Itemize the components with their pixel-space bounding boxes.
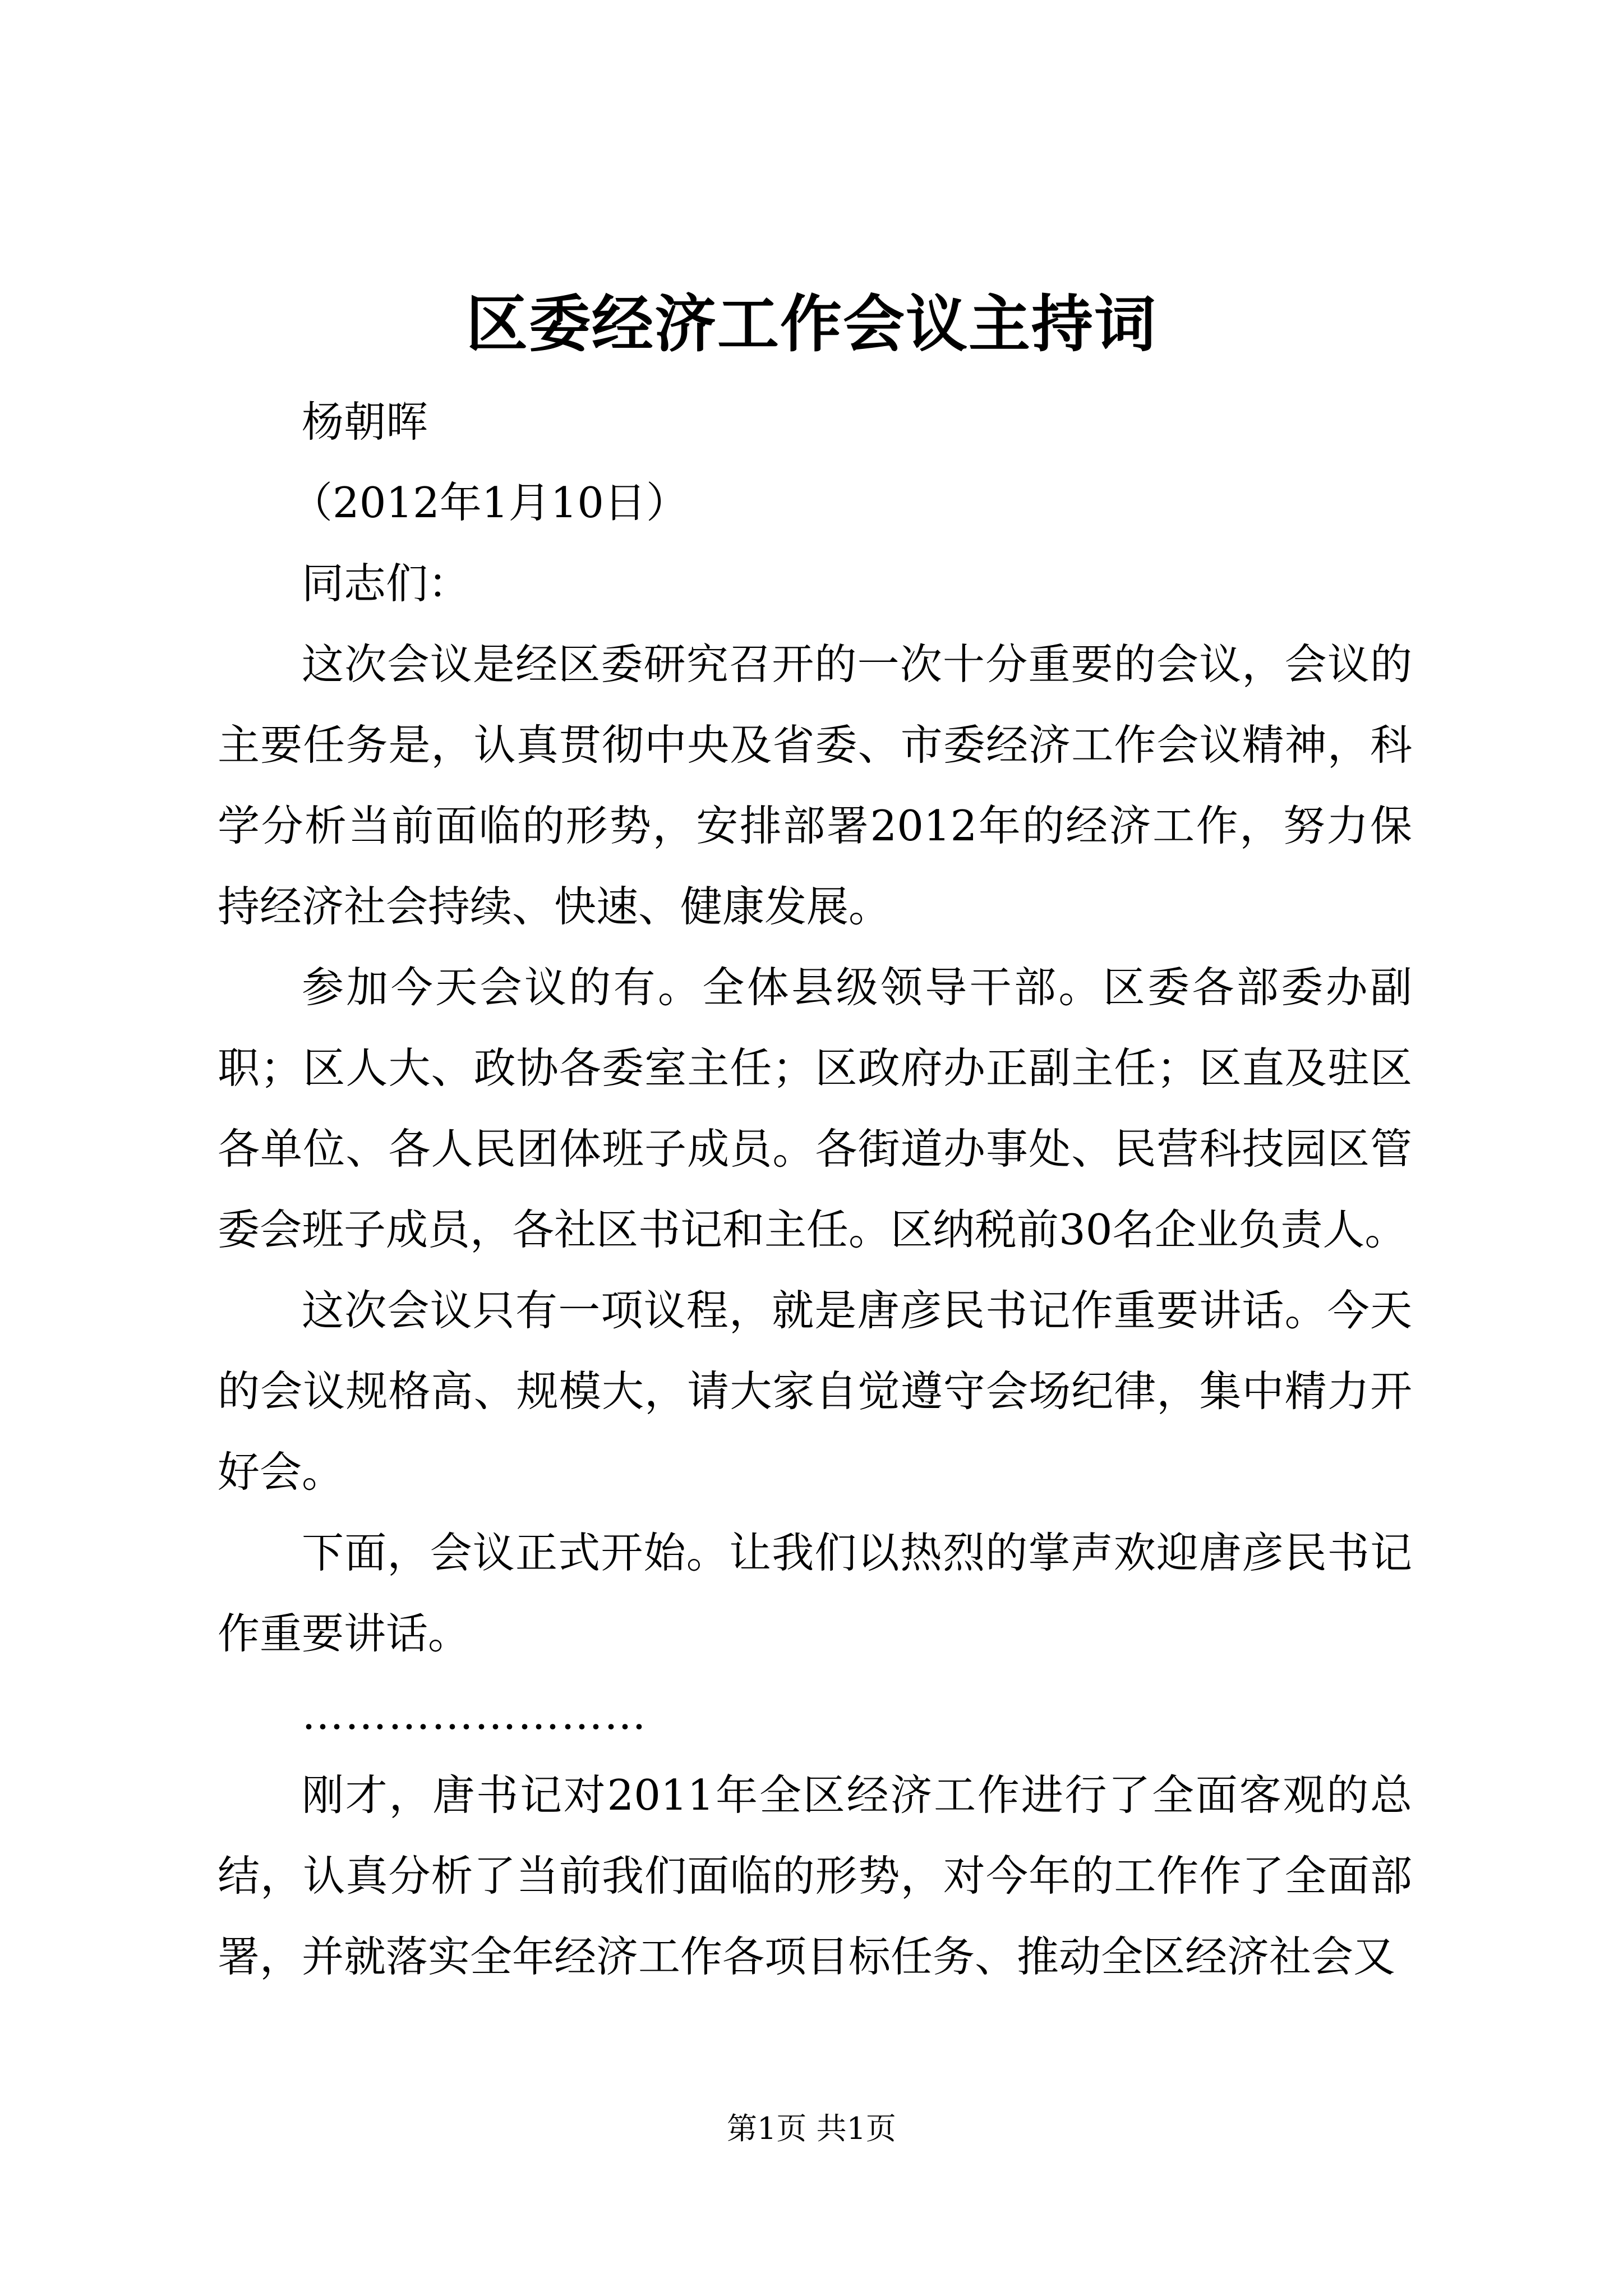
paragraph-1: 这次会议是经区委研究召开的一次十分重要的会议，会议的主要任务是，认真贯彻中央及省委、市委经济工作会议精神，科学分析当前面临的形势，安排部署2012年的经济工作，努力保持经济社会持续、快速、健康发展。	[218, 639, 1412, 931]
paragraph-3: 这次会议只有一项议程，就是唐彦民书记作重要讲话。今天的会议规格高、规模大，请大家自觉遵守会场纪律，集中精力开好会。	[218, 1286, 1412, 1497]
date-line: （2012年1月10日）	[291, 478, 689, 527]
closing-paragraph: 刚才，唐书记对2011年全区经济工作进行了全面客观的总结，认真分析了当前我们面临的形势，对今年的工作作了全面部署，并就落实全年经济工作各项目标任务、推动全区经济社会又	[218, 1770, 1412, 1981]
ellipsis-separator: ……………………	[302, 1690, 647, 1739]
document-body	[218, 381, 1412, 1997]
paragraph-2: 参加今天会议的有。全体县级领导干部。区委各部委办副职；区人大、政协各委室主任；区政府办正副主任；区直及驻区各单位、各人民团体班子成员。各街道办事处、民营科技园区管委会班子成员，各社区书记和主任。区纳税前30名企业负责人。	[218, 963, 1412, 1254]
salutation: 同志们：	[302, 559, 471, 608]
author-line: 杨朝晖	[302, 397, 428, 447]
page-number-footer: 第1页 共1页	[727, 2111, 896, 2146]
document-title: 区委经济工作会议主持词	[466, 288, 1157, 360]
paragraph-4: 下面，会议正式开始。让我们以热烈的掌声欢迎唐彦民书记作重要讲话。	[218, 1528, 1412, 1658]
